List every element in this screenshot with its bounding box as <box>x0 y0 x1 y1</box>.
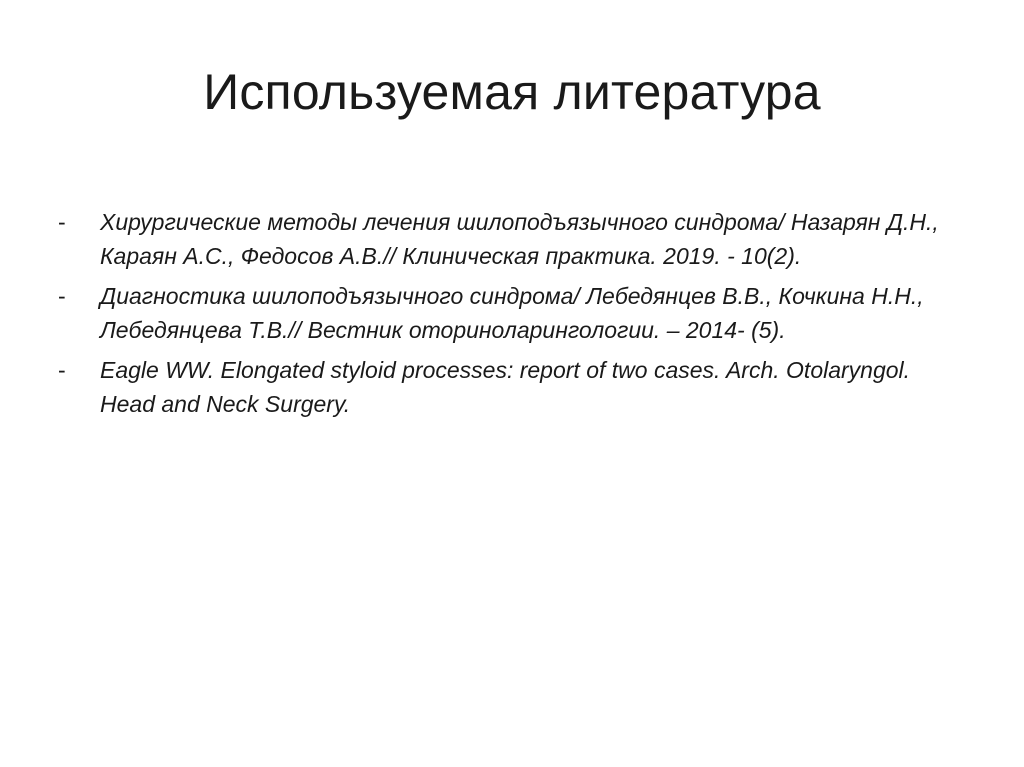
list-bullet: - <box>58 283 66 309</box>
slide-title: Используемая литература <box>203 64 821 120</box>
list-bullet: - <box>58 357 66 383</box>
reference-item <box>58 205 958 273</box>
list-bullet: - <box>58 209 66 235</box>
reference-item <box>58 279 958 347</box>
reference-item <box>58 353 958 421</box>
reference-list <box>58 205 958 427</box>
reference-text: Хирургические методы лечения шилоподъязычного синдрома/ Назарян Д.Н., Караян А.С., Федосов А.В.// Клиническая практика. 2019. - 10(2). <box>100 209 939 269</box>
reference-text: Eagle WW. Elongated styloid processes: report of two cases. Arch. Otolaryngol. Head and Neck Surgery. <box>100 357 911 417</box>
reference-text: Диагностика шилоподъязычного синдрома/ Лебедянцев В.В., Кочкина Н.Н., Лебедянцева Т.В.// Вестник оториноларингологии. – 2014- (5). <box>100 283 924 343</box>
